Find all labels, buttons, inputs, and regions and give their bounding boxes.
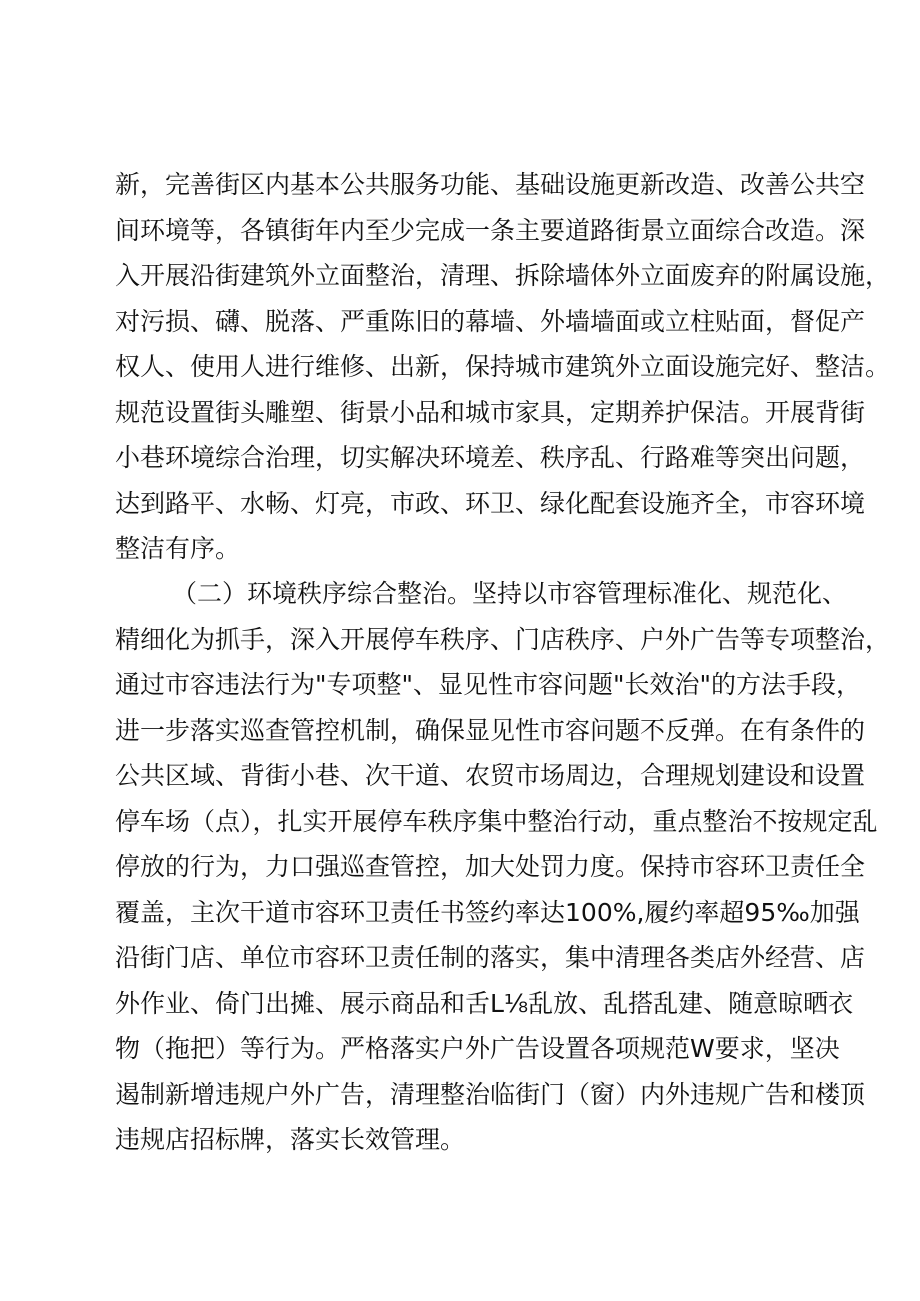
paragraph-line: 违规店招标牌，落实长效管理。 — [115, 1125, 466, 1154]
section-heading-line: （二）环境秩序综合整治。坚持以市容管理标准化、规范化、 — [172, 579, 848, 608]
paragraph-line: 小巷环境综合治理，切实解决环境差、秩序乱、行路难等突出问题， — [115, 443, 866, 472]
paragraph-1 — [115, 162, 891, 572]
paragraph-line: 通过市容违法行为"专项整"、显见性市容问题"长效治"的方法手段， — [115, 670, 861, 699]
paragraph-line: 外作业、倚门出摊、展示商品和舌L⅛乱放、乱搭乱建、随意晾晒衣 — [115, 988, 854, 1018]
paragraph-line: 遏制新增违规户外广告，清理整治临街门（窗）内外违规广告和楼顶 — [115, 1079, 866, 1109]
paragraph-line: 权人、使用人进行维修、出新，保持城市建筑外立面设施完好、整洁。 — [115, 352, 891, 381]
paragraph-line: 进一步落实巡查管控机制，确保显见性市容问题不反弹。在有条件的 — [115, 715, 866, 745]
paragraph-line: 停车场（点），扎实开展停车秩序集中整治行动，重点整治不按规定乱 — [115, 806, 878, 836]
paragraph-line: 规范设置街头雕塑、街景小品和城市家具，定期养护保洁。开展背街 — [115, 397, 866, 427]
paragraph-line: 达到路平、水畅、灯亮，市政、环卫、绿化配套设施齐全，市容环境 — [115, 488, 866, 518]
paragraph-line: 新，完善街区内基本公共服务功能、基础设施更新改造、改善公共空 — [115, 170, 866, 199]
paragraph-line: 物（拖把）等行为。严格落实户外广告设置各项规范W要求，坚决 — [115, 1034, 840, 1063]
paragraph-line: 整洁有序。 — [115, 534, 241, 563]
paragraph-line: 对污损、礴、脱落、严重陈旧的幕墙、外墙墙面或立柱贴面，督促产 — [115, 306, 866, 336]
paragraph-line: 间环境等，各镇街年内至少完成一条主要道路街景立面综合改造。深 — [115, 215, 866, 245]
paragraph-line: 公共区域、背街小巷、次干道、农贸市场周边，合理规划建设和设置 — [115, 761, 866, 790]
paragraph-line: 精细化为抓手，深入开展停车秩序、门店秩序、户外广告等专项整治， — [115, 624, 891, 654]
paragraph-line: 停放的行为，力口强巡查管控，加大处罚力度。保持市容环卫责任全 — [115, 852, 866, 881]
paragraph-line: 入开展沿街建筑外立面整治，清理、拆除墙体外立面废弃的附属设施， — [115, 261, 891, 290]
paragraph-2 — [115, 571, 891, 1163]
paragraph-line: 覆盖，主次干道市容环卫责任书签约率达100%,履约率超95‰加强 — [115, 897, 860, 927]
paragraph-line: 沿街门店、单位市容环卫责任制的落实，集中清理各类店外经营、店 — [115, 943, 866, 972]
